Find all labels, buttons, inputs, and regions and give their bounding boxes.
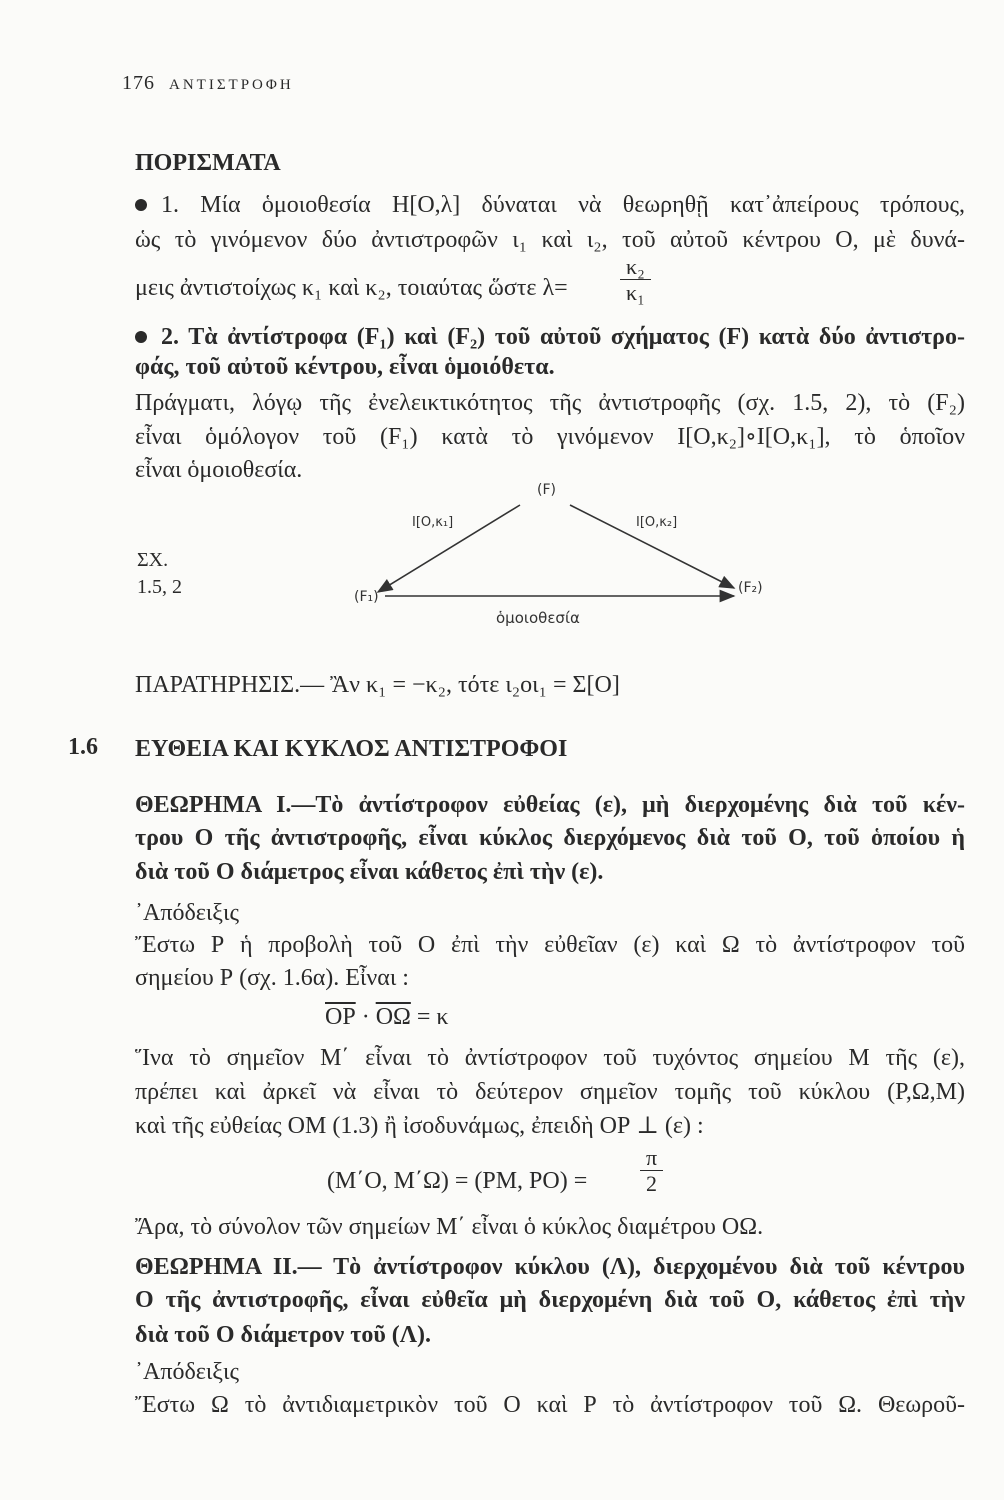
corollary-2-line-2: φάς, τοῦ αὐτοῦ κέντρου, εἶναι ὁμοιόθετα.	[135, 354, 555, 380]
page-header	[122, 72, 294, 95]
figure-1-5-2	[0, 470, 1004, 670]
theorem-1-line-3: διὰ τοῦ Ο διάμετρος εἶναι κάθετος ἐπὶ τὴν (ε).	[135, 859, 604, 885]
theorem-1-conclusion: Ἄρα, τὸ σύνολον τῶν σημείων Μ΄ εἶναι ὁ κύκλος διαμέτρου ΟΩ.	[135, 1214, 764, 1240]
node-f: (F)	[537, 482, 556, 498]
remark	[135, 670, 965, 700]
equation-1: $\overline{OP} \cdot \overline{O\Omega} = \kappa$	[325, 1004, 449, 1030]
node-f2: (F₂)	[738, 580, 763, 596]
remark-label: ΠΑΡΑΤΗΡΗΣΙΣ.—	[135, 672, 325, 698]
theorem-2-proof-line-1: Ἔστω Ω τὸ ἀντιδιαμετρικὸν τοῦ Ο καὶ Ρ τὸ ἀντίστροφον τοῦ Ω. Θεωροῦ-	[135, 1392, 965, 1418]
figure-label-2: 1.5, 2	[137, 576, 182, 598]
proof-line-3: εἶναι ὁμοιοθεσία.	[135, 457, 303, 483]
running-title: ΑΝΤΙΣΤΡΟΦΗ	[169, 77, 294, 93]
theorem-2-line-2: Ο τῆς ἀντιστροφῆς, εἶναι εὐθεῖα μὴ διερχομένη διὰ τοῦ Ο, κάθετος ἐπὶ τὴν	[135, 1287, 965, 1313]
porismata-heading: ΠΟΡΙΣΜΑΤΑ	[135, 150, 281, 176]
fraction-denominator: 2	[646, 1171, 658, 1196]
section-title: ΕΥΘΕΙΑ ΚΑΙ ΚΥΚΛΟΣ ΑΝΤΙΣΤΡΟΦΟΙ	[135, 736, 568, 762]
theorem-1-proof-line-5: καὶ τῆς εὐθείας ΟΜ (1.3) ἢ ἰσοδυνάμως, ἐπειδὴ ΟΡ ⊥ (ε) :	[135, 1113, 704, 1139]
theorem-1-proof-heading: ᾽Απόδειξις	[135, 900, 239, 926]
section-number: 1.6	[68, 734, 98, 760]
corollary-2-line-1: 2. Τὰ ἀντίστροφα (F₁) καὶ (F₂) τοῦ αὐτοῦ σχήματος (F) κατὰ δύο ἀντιστρο-	[135, 322, 965, 352]
fraction-numerator: κ₂	[620, 255, 651, 280]
theorem-1-proof-line-3: Ἵνα τὸ σημεῖον Μ΄ εἶναι τὸ ἀντίστροφον τοῦ τυχόντος σημείου Μ τῆς (ε),	[135, 1045, 965, 1071]
theorem-2-line-3: διὰ τοῦ Ο διάμετρον τοῦ (Λ).	[135, 1322, 431, 1348]
corollary-1-line-2: ὡς τὸ γινόμενον δύο ἀντιστροφῶν ι₁ καὶ ι₂, τοῦ αὐτοῦ κέντρου Ο, μὲ δυνά-	[135, 227, 965, 253]
proof-line-2: εἶναι ὁμόλογον τοῦ (F₁) κατὰ τὸ γινόμενον Ι[Ο,κ₂]∘Ι[Ο,κ₁], τὸ ὁποῖον	[135, 424, 965, 450]
fraction-numerator: π	[640, 1146, 663, 1171]
theorem-1-line-2: τρου Ο τῆς ἀντιστροφῆς, εἶναι κύκλος διερχόμενος διὰ τοῦ Ο, τοῦ ὁποίου ἡ	[135, 825, 965, 851]
theorem-1-proof-line-4: πρέπει καὶ ἀρκεῖ νὰ εἶναι τὸ δεύτερον σημεῖον τομῆς τοῦ κύκλου (Ρ,Ω,Μ)	[135, 1079, 965, 1105]
fraction-lambda	[620, 255, 651, 306]
corollary-1-line-1: 1. Μία ὁμοιοθεσία Η[Ο,λ] δύναται νὰ θεωρηθῇ κατ᾽ἀπείρους τρόπους,	[135, 190, 965, 220]
bullet-icon	[135, 331, 147, 343]
equation-2: (Μ΄Ο, Μ΄Ω) = (ΡΜ, ΡΟ) =	[327, 1168, 588, 1194]
node-f1: (F₁)	[354, 589, 379, 605]
theorem-1-proof-line-2: σημείου Ρ (σχ. 1.6α). Εἶναι :	[135, 965, 409, 991]
edge-label-left: I[O,κ₁]	[412, 515, 454, 530]
fraction-pi-over-2	[640, 1146, 663, 1197]
bullet-icon	[135, 199, 147, 211]
page-number: 176	[122, 72, 155, 94]
edge-label-bottom: ὁμοιοθεσία	[496, 609, 580, 627]
theorem-2-proof-heading: ᾽Απόδειξις	[135, 1359, 239, 1385]
theorem-2-line-1: ΘΕΩΡΗΜΑ ΙΙ.— Τὸ ἀντίστροφον κύκλου (Λ), διερχομένου διὰ τοῦ κέντρου	[135, 1254, 965, 1280]
theorem-1-line-1: ΘΕΩΡΗΜΑ Ι.—Τὸ ἀντίστροφον εὐθείας (ε), μὴ διερχομένης διὰ τοῦ κέν-	[135, 792, 965, 818]
theorem-1-proof-line-1: Ἔστω Ρ ἡ προβολὴ τοῦ Ο ἐπὶ τὴν εὐθεῖαν (ε) καὶ Ω τὸ ἀντίστροφον τοῦ	[135, 932, 965, 958]
corollary-1-line-3: μεις ἀντιστοίχως κ₁ καὶ κ₂, τοιαύτας ὥστε λ=	[135, 275, 568, 301]
remark-text: Ἂν κ₁ = −κ₂, τότε ι₂οι₁ = Σ[Ο]	[330, 672, 620, 698]
figure-label-1: ΣΧ.	[137, 549, 169, 571]
proof-line-1: Πράγματι, λόγῳ τῆς ἐνελεικτικότητος τῆς ἀντιστροφῆς (σχ. 1.5, 2), τὸ (F₂)	[135, 390, 965, 416]
edge-label-right: I[O,κ₂]	[636, 515, 678, 530]
fraction-denominator: κ₁	[626, 280, 645, 305]
